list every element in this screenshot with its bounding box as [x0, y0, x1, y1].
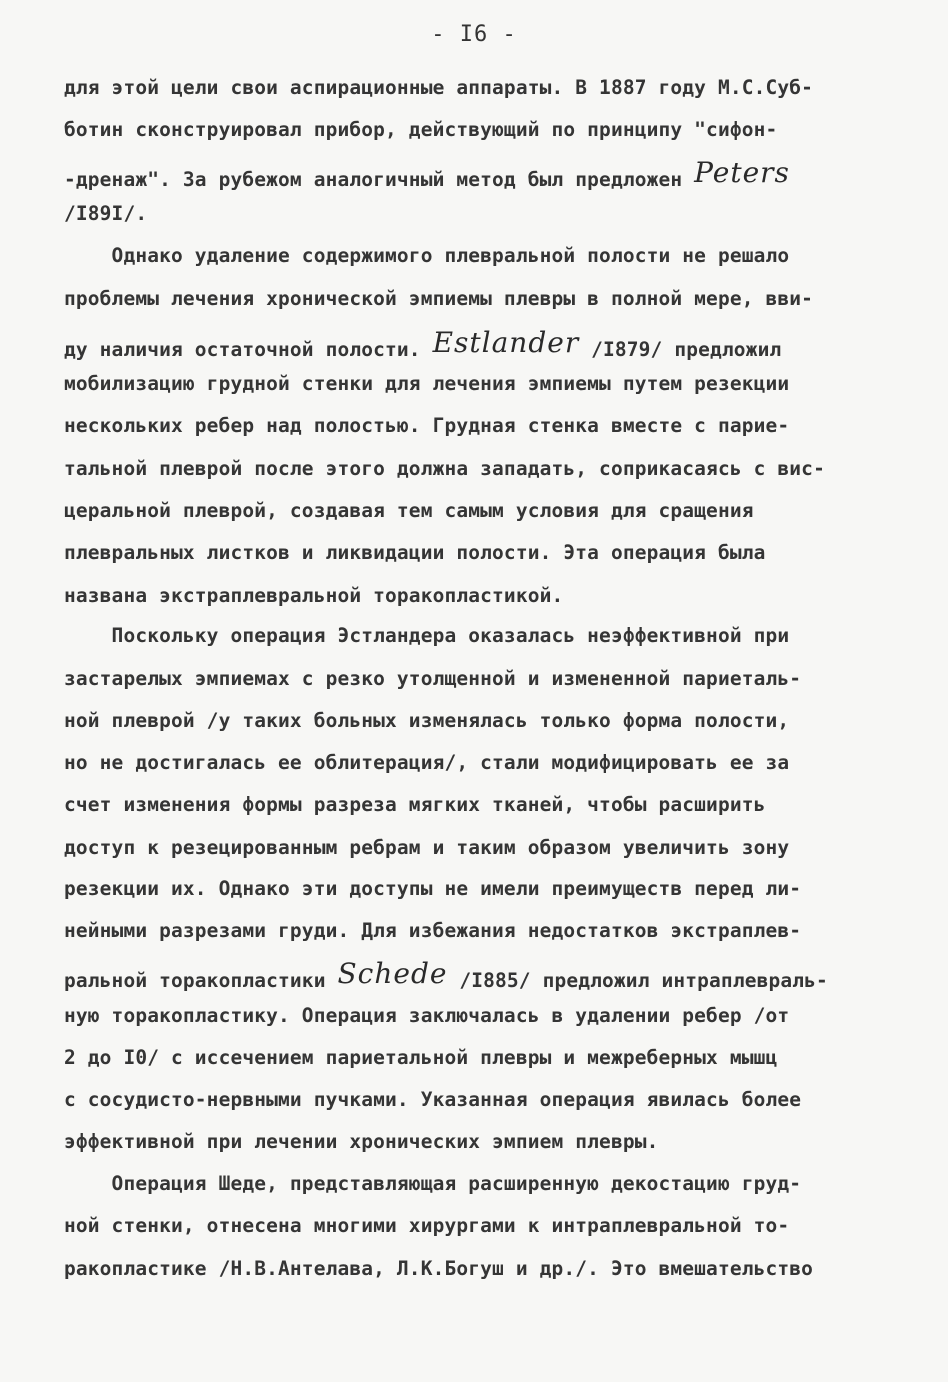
text-line: ную торакопластику. Операция заключалась в удалении ребер /от: [64, 1004, 790, 1027]
handwritten-name: Schede: [337, 957, 448, 990]
text-line: плевральных листков и ликвидации полости. Эта операция была: [64, 541, 766, 564]
text-line: Однако удаление содержимого плевральной полости не решало: [64, 244, 790, 267]
text-line: мобилизацию грудной стенки для лечения эмпиемы путем резекции: [64, 372, 790, 395]
text-line: нейными разрезами груди. Для избежания недостатков экстраплев-: [64, 919, 802, 942]
text-line: ду наличия остаточной полости. Estlander /I879/ предложил: [64, 326, 782, 361]
text-line: /I89I/.: [64, 202, 148, 225]
text-line: нескольких ребер над полостью. Грудная стенка вместе с парие-: [64, 414, 790, 437]
page-number: - I6 -: [431, 22, 517, 47]
text-line: названа экстраплевральной торакопластикой.: [64, 584, 564, 607]
text-line: доступ к резецированным ребрам и таким образом увеличить зону: [64, 836, 790, 859]
text-line: ной стенки, отнесена многими хирургами к интраплевральной то-: [64, 1214, 790, 1237]
text-line: счет изменения формы разреза мягких тканей, чтобы расширить: [64, 793, 766, 816]
text-line: Поскольку операция Эстландера оказалась неэффективной при: [64, 624, 790, 647]
text-line: с сосудисто-нервными пучками. Указанная операция явилась более: [64, 1088, 802, 1111]
text-line: застарелых эмпиемах с резко утолщенной и измененной париеталь-: [64, 667, 802, 690]
text-line: ральной торакопластики Schede /I885/ предложил интраплевраль-: [64, 957, 828, 992]
text-line: для этой цели свои аспирационные аппараты. В 1887 году М.С.Суб-: [64, 76, 814, 99]
text-line: резекции их. Однако эти доступы не имели преимуществ перед ли-: [64, 877, 802, 900]
text-line: -дренаж". За рубежом аналогичный метод был предложен Peters: [64, 156, 790, 191]
text-line: ракопластике /Н.В.Антелава, Л.К.Богуш и др./. Это вмешательство: [64, 1257, 814, 1280]
handwritten-name: Peters: [694, 156, 790, 189]
text-line: тальной плеврой после этого должна западать, соприкасаясь с вис-: [64, 457, 825, 480]
text-line: Операция Шеде, представляющая расширенную декостацию груд-: [64, 1172, 802, 1195]
text-line: эффективной при лечении хронических эмпием плевры.: [64, 1130, 659, 1153]
text-line: 2 до I0/ с иссечением париетальной плевры и межреберных мышц: [64, 1046, 778, 1069]
text-line: церальной плеврой, создавая тем самым условия для сращения: [64, 499, 754, 522]
text-line: проблемы лечения хронической эмпиемы плевры в полной мере, вви-: [64, 287, 814, 310]
handwritten-name: Estlander: [432, 326, 580, 359]
text-line: ной плеврой /у таких больных изменялась только форма полости,: [64, 709, 790, 732]
text-line: ботин сконструировал прибор, действующий по принципу "сифон-: [64, 118, 778, 141]
text-line: но не достигалась ее облитерация/, стали модифицировать ее за: [64, 751, 790, 774]
